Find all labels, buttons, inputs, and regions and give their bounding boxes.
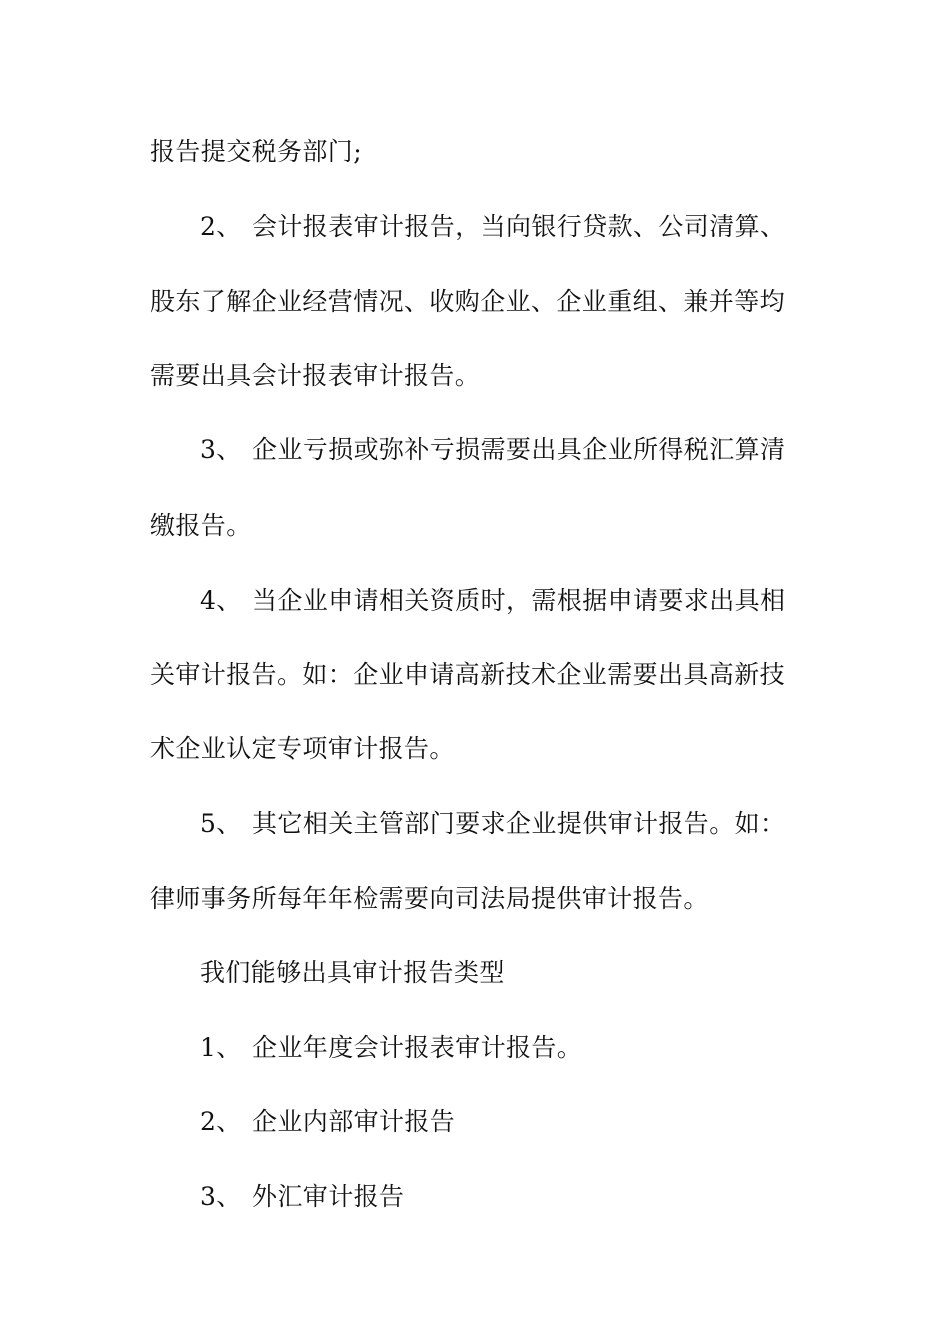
line-text: 报告提交税务部门; [150, 137, 363, 166]
line-text: 会计报表审计报告，当向银行贷款、公司清算、 [252, 212, 786, 241]
line-text: 其它相关主管部门要求企业提供审计报告。如： [252, 809, 786, 838]
line-text: 需要出具会计报表审计报告。 [150, 361, 481, 390]
line-text: 当企业申请相关资质时，需根据申请要求出具相 [252, 586, 786, 615]
list-number: 5、 [200, 809, 242, 838]
list-item [200, 435, 785, 465]
line-text: 缴报告。 [150, 511, 252, 540]
paragraph-line [150, 734, 455, 764]
list-number: 4、 [200, 586, 242, 615]
list-item [200, 212, 785, 242]
list-item [200, 1107, 455, 1137]
line-text: 外汇审计报告 [252, 1182, 405, 1211]
line-text: 企业亏损或弥补亏损需要出具企业所得税汇算清 [252, 435, 786, 464]
line-text: 术企业认定专项审计报告。 [150, 734, 455, 763]
paragraph-line [150, 361, 480, 391]
line-text: 股东了解企业经营情况、收购企业、企业重组、兼并等均 [150, 287, 786, 316]
list-item [200, 809, 785, 839]
line-text: 我们能够出具审计报告类型 [200, 958, 505, 987]
list-item [200, 586, 785, 616]
list-number: 3、 [200, 1182, 242, 1211]
section-heading [200, 958, 505, 988]
paragraph-line [150, 137, 362, 167]
line-text: 企业年度会计报表审计报告。 [252, 1033, 583, 1062]
paragraph-line [150, 884, 709, 914]
list-number: 2、 [200, 1107, 242, 1136]
list-number: 2、 [200, 212, 242, 241]
paragraph-line [150, 287, 785, 317]
list-item [200, 1182, 404, 1212]
line-text: 关审计报告。如：企业申请高新技术企业需要出具高新技 [150, 660, 786, 689]
line-text: 律师事务所每年年检需要向司法局提供审计报告。 [150, 884, 709, 913]
paragraph-line [150, 511, 252, 541]
paragraph-line [150, 660, 785, 690]
list-item [200, 1033, 582, 1063]
line-text: 企业内部审计报告 [252, 1107, 456, 1136]
list-number: 1、 [200, 1033, 242, 1062]
list-number: 3、 [200, 435, 242, 464]
